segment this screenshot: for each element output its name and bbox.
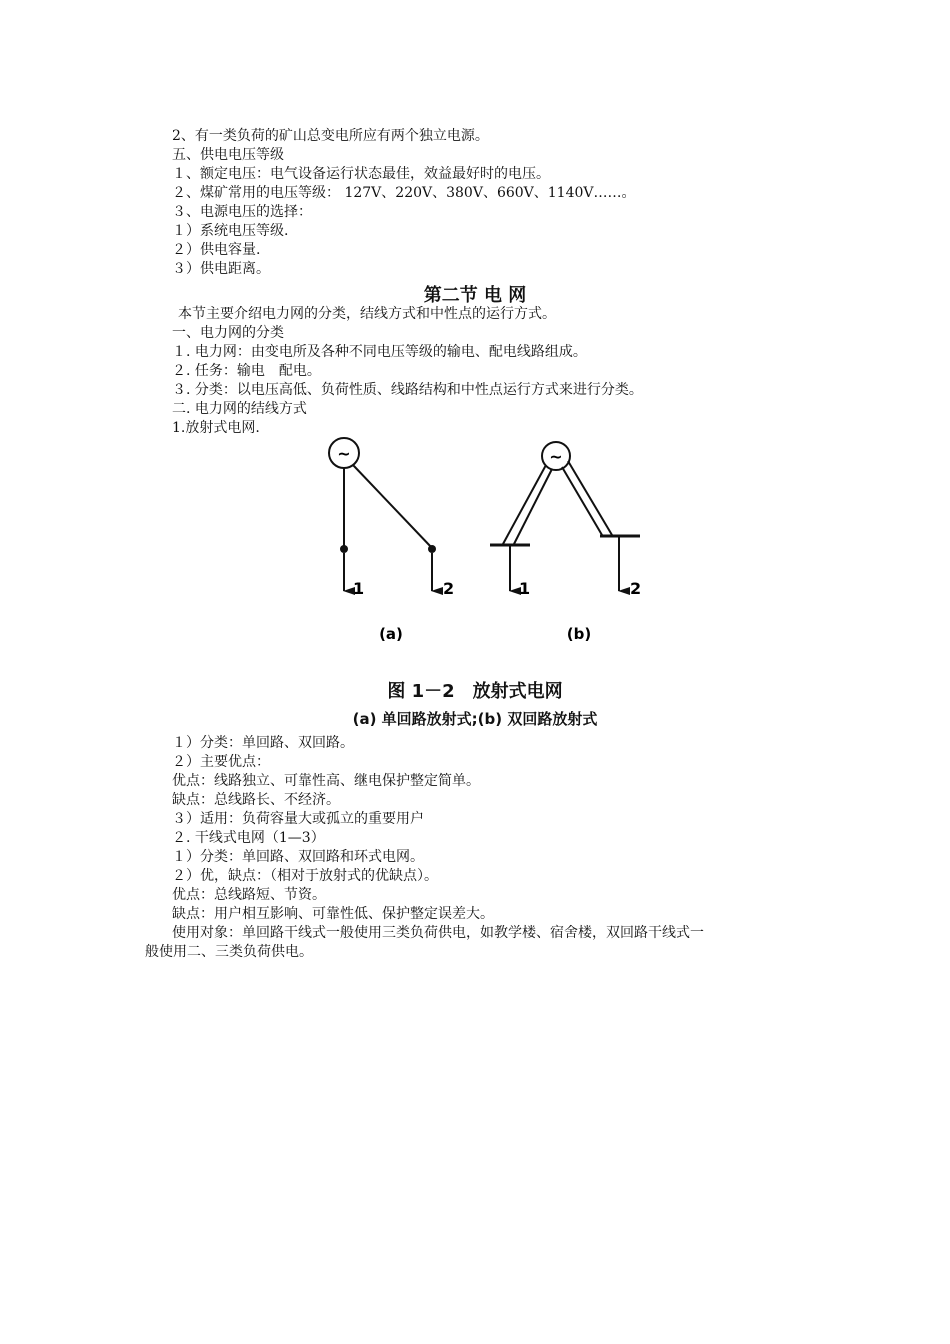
text-line: ２. 干线式电网（1—3） <box>172 830 325 846</box>
text-line: ３）供电距离。 <box>172 261 270 277</box>
text-line: ３. 分类：以电压高低、负荷性质、线路结构和中性点运行方式来进行分类。 <box>172 382 643 398</box>
load-label-2: 2 <box>630 579 642 598</box>
text-line: 缺点：用户相互影响、可靠性低、保护整定误差大。 <box>172 906 494 922</box>
text-line: １）系统电压等级. <box>172 223 289 239</box>
load-node <box>340 545 348 553</box>
section-title: 第二节 电 网 <box>423 285 527 306</box>
text-line: ２、煤矿常用的电压等级： 127V、220V、380V、660V、1140V……。 <box>172 185 636 201</box>
figure-title: 图 1－2 放射式电网 <box>387 681 563 702</box>
source-symbol: ~ <box>549 447 563 466</box>
figure-subtitle: (a) 单回路放射式;(b) 双回路放射式 <box>352 710 598 728</box>
sub-label-a: (a) <box>379 625 403 643</box>
double-circuit-line <box>568 461 612 535</box>
text-line: ２）优，缺点：（相对于放射式的优缺点）。 <box>172 868 438 884</box>
text-line: １）分类：单回路、双回路。 <box>172 735 354 751</box>
double-circuit-line <box>503 465 546 544</box>
text-line: １、额定电压：电气设备运行状态最佳，效益最好时的电压。 <box>172 166 550 182</box>
text-line: 二. 电力网的结线方式 <box>172 401 307 417</box>
diagram-a <box>329 438 454 643</box>
text-line: 一、电力网的分类 <box>172 325 284 341</box>
load-label-1: 1 <box>519 579 531 598</box>
load-node <box>428 545 436 553</box>
text-line: １）分类：单回路、双回路和环式电网。 <box>172 849 424 865</box>
double-circuit-line <box>562 467 602 535</box>
paragraph-line: 使用对象：单回路干线式一般使用三类负荷供电，如教学楼、宿舍楼，双回路干线式一 <box>172 925 704 941</box>
paragraph-line: 般使用二、三类负荷供电。 <box>145 944 313 960</box>
text-line: 优点：总线路短、节资。 <box>172 887 326 903</box>
sub-label-b: (b) <box>566 625 592 643</box>
text-line: １. 电力网：由变电所及各种不同电压等级的输电、配电线路组成。 <box>172 344 587 360</box>
text-line: 1.放射式电网. <box>172 420 260 436</box>
text-line: 五、供电电压等级 <box>172 147 284 163</box>
text-line: ２）主要优点： <box>172 754 270 770</box>
text-line: ２）供电容量. <box>172 242 261 258</box>
load-label-1: 1 <box>353 579 365 598</box>
double-circuit-line <box>514 469 552 544</box>
text-line: ３、电源电压的选择： <box>172 204 312 220</box>
text-line: 优点：线路独立、可靠性高、继电保护整定简单。 <box>172 773 480 789</box>
text-line: ３）适用：负荷容量大或孤立的重要用户 <box>172 811 424 827</box>
diagram-b <box>490 442 641 643</box>
text-line: ２. 任务：输电 配电。 <box>172 363 321 379</box>
load-label-2: 2 <box>443 579 455 598</box>
text-line: 缺点：总线路长、不经济。 <box>172 792 340 808</box>
text-line: 2、有一类负荷的矿山总变电所应有两个独立电源。 <box>172 128 489 144</box>
feeder-line <box>353 465 432 548</box>
text-line: 本节主要介绍电力网的分类，结线方式和中性点的运行方式。 <box>178 306 556 322</box>
source-symbol: ~ <box>337 444 351 463</box>
